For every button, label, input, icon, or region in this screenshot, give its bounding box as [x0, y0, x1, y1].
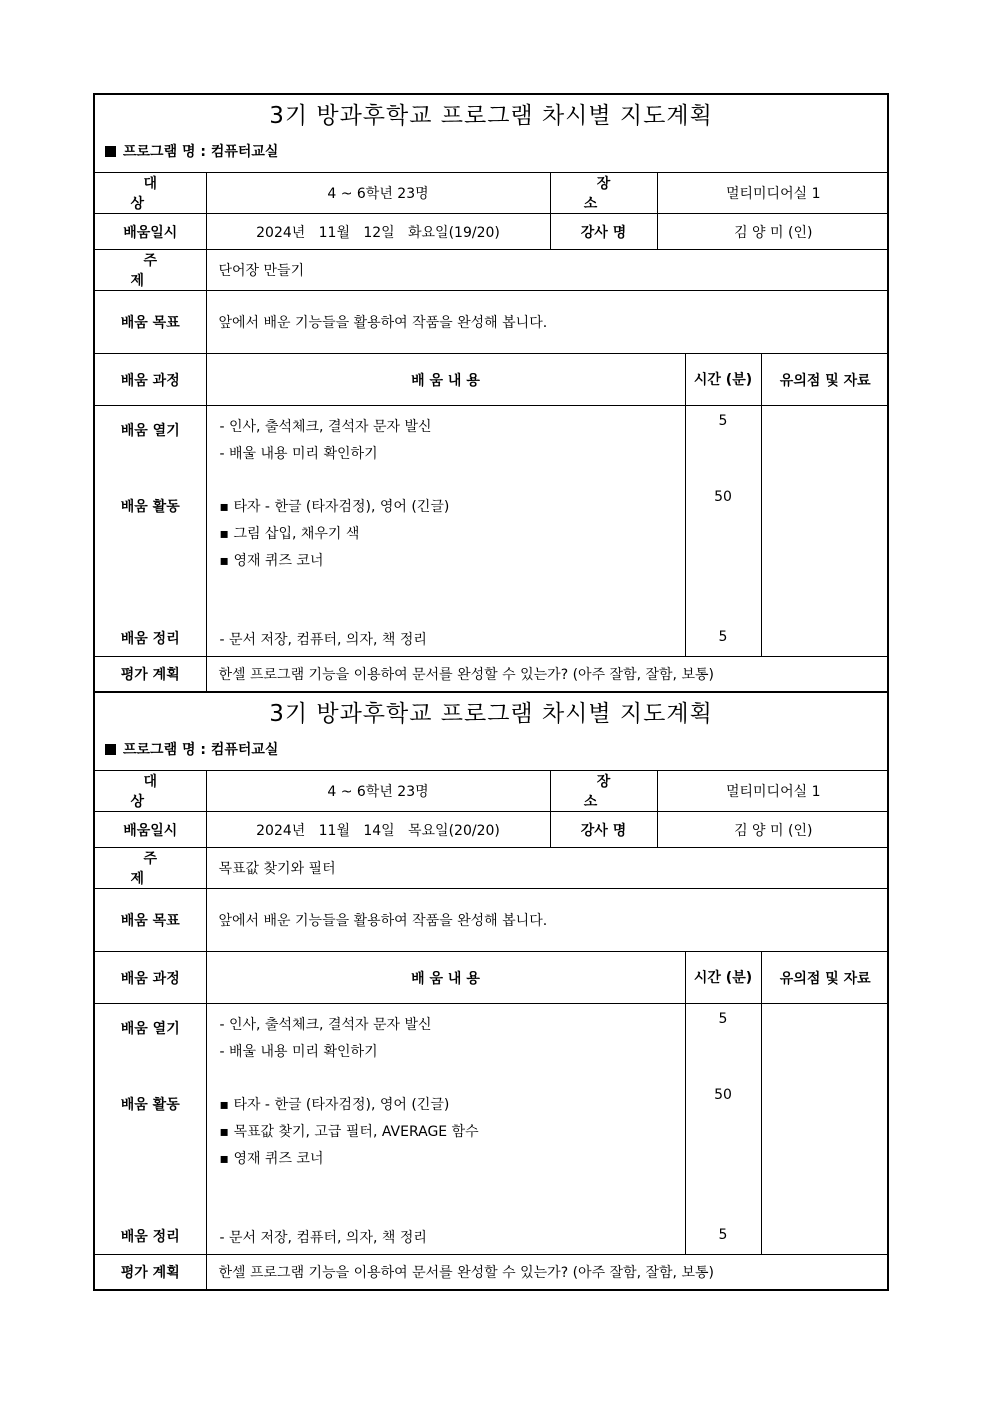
date-label: 배움일시 — [95, 812, 206, 848]
content-line: ▪ 영재 퀴즈 코너 — [219, 1151, 324, 1167]
header-row — [95, 354, 889, 406]
process-header: 배움 과정 — [95, 354, 206, 406]
process-header: 배움 과정 — [95, 952, 206, 1004]
content-line: - 인사, 출석체크, 결석자 문자 발신 — [219, 1017, 432, 1033]
teacher-value: 김 양 미 (인) — [657, 812, 889, 848]
topic-row — [95, 250, 889, 291]
stage-activity: 배움 활동 — [120, 499, 180, 515]
place-label: 장 소 — [550, 173, 657, 214]
program-name — [95, 137, 887, 173]
program-name-text: 프로그램 명 : 컴퓨터교실 — [123, 144, 279, 160]
notes-column — [761, 1004, 889, 1255]
target-label: 대 상 — [95, 173, 206, 214]
eval-label: 평가 계획 — [95, 657, 206, 691]
eval-row — [95, 657, 889, 691]
target-row — [95, 771, 889, 812]
eval-value: 한셀 프로그램 기능을 이용하여 문서를 완성할 수 있는가? (아주 잘함, 잘함, 보통) — [206, 657, 889, 691]
content-column — [206, 1004, 685, 1255]
stage-column — [95, 1004, 206, 1255]
content-line: - 배울 내용 미리 확인하기 — [219, 1044, 378, 1060]
time-value: 5 — [718, 1227, 728, 1243]
stage-column — [95, 406, 206, 657]
teacher-label: 강사 명 — [550, 214, 657, 250]
topic-label: 주 제 — [95, 250, 206, 291]
content-line: ▪ 그림 삽입, 채우기 색 — [219, 526, 360, 542]
time-column — [685, 406, 761, 657]
content-line: ▪ 타자 - 한글 (타자검정), 영어 (긴글) — [219, 1097, 450, 1113]
program-name-text: 프로그램 명 : 컴퓨터교실 — [123, 742, 279, 758]
stage-opening: 배움 열기 — [120, 423, 180, 439]
stage-closing: 배움 정리 — [120, 631, 180, 647]
time-value: 50 — [714, 1087, 732, 1103]
time-value: 5 — [718, 1011, 728, 1027]
place-value: 멀티미디어실 1 — [657, 771, 889, 812]
content-line: ▪ 목표값 찾기, 고급 필터, AVERAGE 함수 — [219, 1124, 479, 1140]
content-line: - 인사, 출석체크, 결석자 문자 발신 — [219, 419, 432, 435]
goal-value: 앞에서 배운 기능들을 활용하여 작품을 완성해 봅니다. — [206, 291, 889, 354]
date-row — [95, 214, 889, 250]
topic-label: 주 제 — [95, 848, 206, 889]
goal-value: 앞에서 배운 기능들을 활용하여 작품을 완성해 봅니다. — [206, 889, 889, 952]
teacher-label: 강사 명 — [550, 812, 657, 848]
program-name — [95, 735, 887, 771]
date-value: 2024년 11월 14일 목요일(20/20) — [206, 812, 550, 848]
lesson-plan-2 — [93, 691, 889, 1291]
target-value: 4 ~ 6학년 23명 — [206, 771, 550, 812]
time-column — [685, 1004, 761, 1255]
notes-column — [761, 406, 889, 657]
target-value: 4 ~ 6학년 23명 — [206, 173, 550, 214]
content-header: 배 움 내 용 — [206, 354, 685, 406]
eval-row — [95, 1255, 889, 1289]
notes-header: 유의점 및 자료 — [761, 952, 889, 1004]
content-header: 배 움 내 용 — [206, 952, 685, 1004]
time-value: 5 — [718, 413, 728, 429]
content-column — [206, 406, 685, 657]
content-line: - 문서 저장, 컴퓨터, 의자, 책 정리 — [219, 632, 427, 648]
plan-table — [95, 173, 889, 691]
time-header: 시간 (분) — [685, 952, 761, 1004]
body-row — [95, 406, 889, 657]
topic-row — [95, 848, 889, 889]
header-row — [95, 952, 889, 1004]
content-line: - 문서 저장, 컴퓨터, 의자, 책 정리 — [219, 1230, 427, 1246]
content-line: ▪ 영재 퀴즈 코너 — [219, 553, 324, 569]
date-row — [95, 812, 889, 848]
teacher-value: 김 양 미 (인) — [657, 214, 889, 250]
date-value: 2024년 11월 12일 화요일(19/20) — [206, 214, 550, 250]
stage-activity: 배움 활동 — [120, 1097, 180, 1113]
date-label: 배움일시 — [95, 214, 206, 250]
square-bullet-icon — [105, 146, 116, 157]
plan-title: 3기 방과후학교 프로그램 차시별 지도계획 — [269, 103, 713, 129]
lesson-plan-1 — [93, 93, 889, 693]
stage-opening: 배움 열기 — [120, 1021, 180, 1037]
body-row — [95, 1004, 889, 1255]
goal-row — [95, 889, 889, 952]
place-label: 장 소 — [550, 771, 657, 812]
goal-row — [95, 291, 889, 354]
square-bullet-icon — [105, 744, 116, 755]
target-row — [95, 173, 889, 214]
stage-closing: 배움 정리 — [120, 1229, 180, 1245]
target-label: 대 상 — [95, 771, 206, 812]
topic-value: 목표값 찾기와 필터 — [206, 848, 889, 889]
content-line: - 배울 내용 미리 확인하기 — [219, 446, 378, 462]
eval-label: 평가 계획 — [95, 1255, 206, 1289]
eval-value: 한셀 프로그램 기능을 이용하여 문서를 완성할 수 있는가? (아주 잘함, 잘함, 보통) — [206, 1255, 889, 1289]
notes-header: 유의점 및 자료 — [761, 354, 889, 406]
place-value: 멀티미디어실 1 — [657, 173, 889, 214]
time-value: 5 — [718, 629, 728, 645]
goal-label: 배움 목표 — [95, 889, 206, 952]
content-line: ▪ 타자 - 한글 (타자검정), 영어 (긴글) — [219, 499, 450, 515]
time-value: 50 — [714, 489, 732, 505]
time-header: 시간 (분) — [685, 354, 761, 406]
goal-label: 배움 목표 — [95, 291, 206, 354]
plan-title: 3기 방과후학교 프로그램 차시별 지도계획 — [269, 701, 713, 727]
plan-table — [95, 771, 889, 1289]
topic-value: 단어장 만들기 — [206, 250, 889, 291]
